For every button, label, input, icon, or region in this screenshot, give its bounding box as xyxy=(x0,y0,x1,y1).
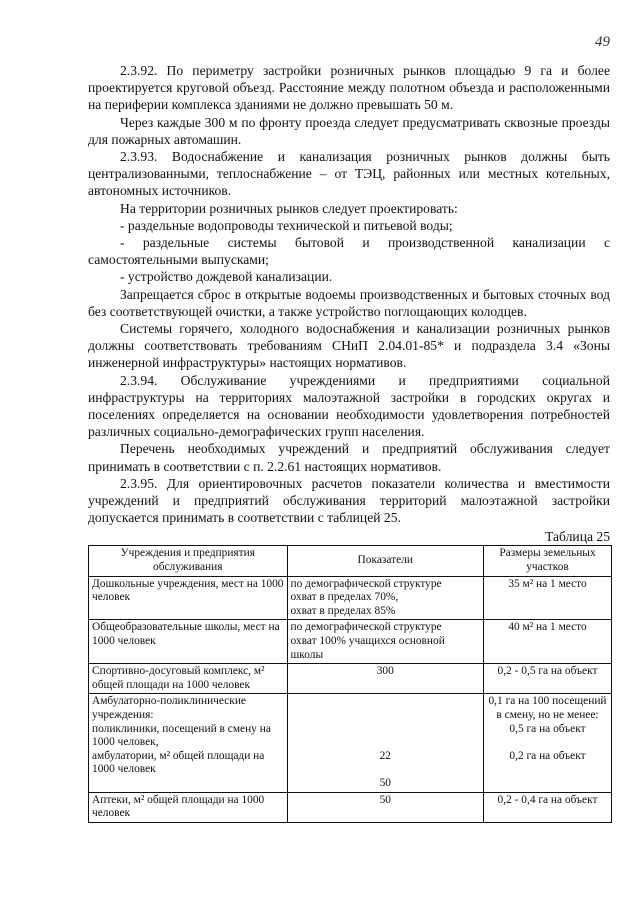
cell-indicator xyxy=(287,620,484,664)
cell-spacer xyxy=(487,736,608,750)
header-land-size: Размеры земельных участков xyxy=(484,546,612,576)
table-row xyxy=(89,694,612,792)
cell-institution xyxy=(89,620,288,664)
cell-text: школы xyxy=(290,648,324,661)
page-number: 49 xyxy=(595,34,610,50)
cell-spacer xyxy=(291,763,481,777)
table-row xyxy=(89,620,612,664)
paragraph-2-3-94: 2.3.94. Обслуживание учреждениями и предприятиями социальной инфраструктуры на территориях малоэтажной застройки в городских округах и поселениях определяется на основании необходимости удовлетворения потребностей различных социально-демографических групп населения. xyxy=(88,372,610,440)
cell-text: Общеобразовательные школы, мест на 1000 человек xyxy=(92,621,280,648)
cell-indicator xyxy=(287,576,484,620)
cell-text: по демографической структуре xyxy=(290,577,442,590)
cell-spacer xyxy=(291,723,481,737)
table-header-row xyxy=(89,546,612,576)
paragraph-discharge-ban: Запрещается сброс в открытые водоемы производственных и бытовых сточных вод без соответствующей очистки, а также устройство поглощающих колодцев. xyxy=(88,286,610,319)
list-item-sewerage: - раздельные системы бытовой и производственной канализации с самостоятельными выпусками; xyxy=(88,235,610,268)
document-body xyxy=(88,62,610,823)
table-row xyxy=(89,576,612,620)
cell-text: 0,2 - 0,5 га на объект xyxy=(497,665,598,678)
paragraph-services-list: Перечень необходимых учреждений и предприятий обслуживания следует принимать в соответствии с п. 2.2.61 настоящих нормативов. xyxy=(88,441,610,474)
cell-text: по демографической структуре xyxy=(290,621,442,634)
cell-text: 22 xyxy=(379,749,391,762)
cell-text: 0,5 га на объект xyxy=(509,722,586,735)
table-row xyxy=(89,792,612,822)
cell-land xyxy=(484,694,612,792)
cell-land xyxy=(484,576,612,620)
paragraph-systems-requirements: Системы горячего, холодного водоснабжения и канализации розничных рынков должны соответствовать требованиям СНиП 2.04.01-85* и подраздела 3.4 «Зоны инженерной инфраструктуры» настоящих нормативов. xyxy=(88,321,610,371)
cell-text: амбулатории, м² общей площади на 1000 человек xyxy=(92,749,265,776)
cell-text: 50 xyxy=(379,793,391,806)
cell-text: 50 xyxy=(379,776,391,789)
cell-institution xyxy=(89,694,288,792)
cell-text: Дошкольные учреждения, мест на 1000 человек xyxy=(92,577,284,604)
cell-text: 35 м² на 1 место xyxy=(508,577,587,590)
table-row xyxy=(89,664,612,694)
cell-text: 0,2 га на объект xyxy=(509,749,586,762)
header-institutions: Учреждения и предприятия обслуживания xyxy=(89,546,288,576)
cell-land xyxy=(484,664,612,694)
cell-spacer xyxy=(291,709,481,723)
cell-land xyxy=(484,792,612,822)
cell-indicator xyxy=(287,694,484,792)
list-item-water-supply: - раздельные водопроводы технической и питьевой воды; xyxy=(120,217,453,233)
list-item-storm-drain: - устройство дождевой канализации. xyxy=(120,269,333,285)
table-caption: Таблица 25 xyxy=(545,529,610,545)
cell-indicator xyxy=(287,664,484,694)
paragraph-design-list-intro: На территории розничных рынков следует проектировать: xyxy=(120,200,458,216)
paragraph-2-3-95: 2.3.95. Для ориентировочных расчетов показатели количества и вместимости учреждений и предприятий обслуживания территорий малоэтажной застройки допускается принимать в соответствии с таблицей 25. xyxy=(88,475,610,526)
cell-text: Спортивно-досуговый комплекс, м² общей площади на 1000 человек xyxy=(92,665,265,691)
norms-table xyxy=(88,545,612,822)
paragraph-2-3-92: 2.3.92. По периметру застройки розничных рынков площадью 9 га и более проектируется круговой объезд. Расстояние между полотном объезда и расположенными на периферии комплекса зданиями не должно превышать 50 м. xyxy=(88,63,610,113)
cell-text: Амбулаторно-поликлинические учреждения: xyxy=(92,695,246,722)
paragraph-2-3-93: 2.3.93. Водоснабжение и канализация розничных рынков должны быть централизованными, теплоснабжение – от ТЭЦ, районных или местных котельных, автономных источников. xyxy=(88,149,610,199)
cell-text: охват в пределах 70%, xyxy=(290,591,399,604)
paragraph-fire-passages: Через каждые 300 м по фронту проезда следует предусматривать сквозные проезды для пожарных автомашин. xyxy=(88,114,610,147)
cell-text: 0,2 - 0,4 га на объект xyxy=(497,793,598,806)
cell-land xyxy=(484,620,612,664)
cell-text: 40 м² на 1 место xyxy=(508,621,587,634)
cell-text: 0,1 га на 100 посещений в смену, но не менее: xyxy=(488,695,607,722)
cell-institution xyxy=(89,792,288,822)
cell-spacer xyxy=(291,695,481,709)
header-indicators: Показатели xyxy=(287,546,484,576)
cell-text: поликлиники, посещений в смену на 1000 человек, xyxy=(92,722,271,749)
cell-text: Аптеки, м² общей площади на 1000 человек xyxy=(92,793,265,820)
cell-text: охват 100% учащихся основной xyxy=(290,635,445,648)
cell-institution xyxy=(89,576,288,620)
cell-text: охват в пределах 85% xyxy=(290,604,396,617)
cell-text: 300 xyxy=(376,665,394,678)
cell-spacer xyxy=(291,736,481,750)
cell-indicator xyxy=(287,792,484,822)
cell-institution xyxy=(89,664,288,694)
